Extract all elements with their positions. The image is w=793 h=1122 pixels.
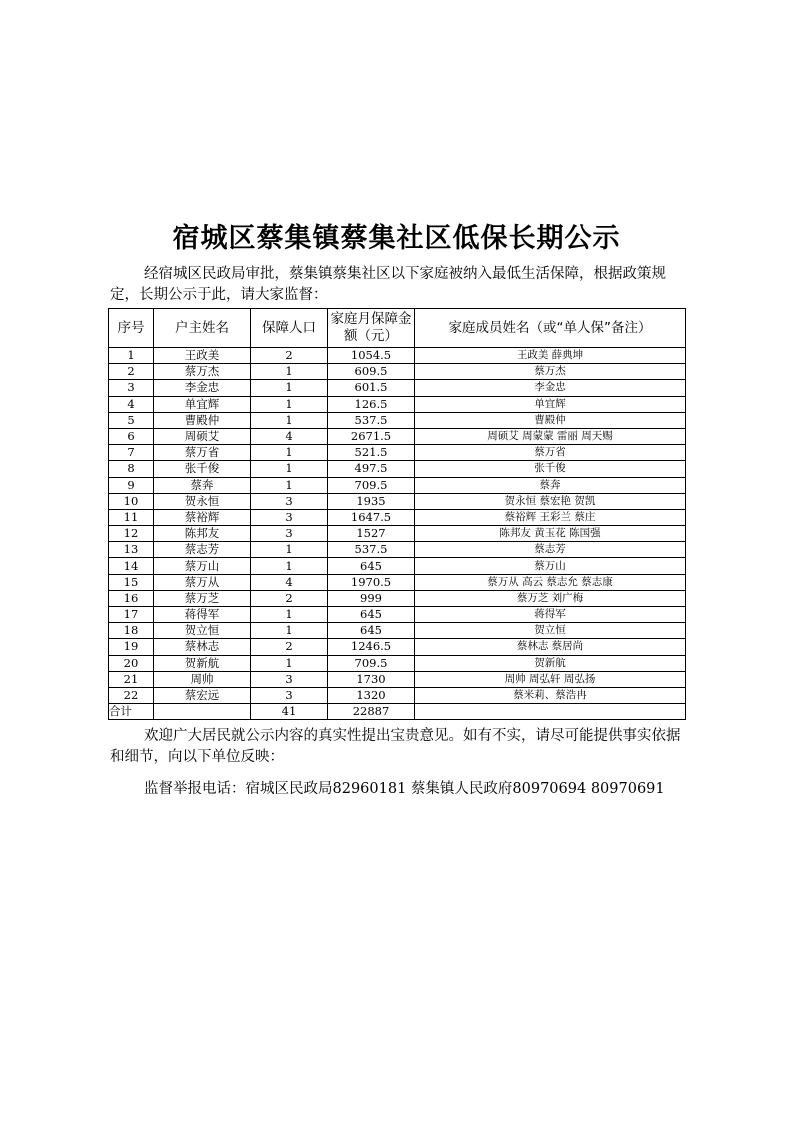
- cell-people: 1: [251, 412, 328, 428]
- table-row: [109, 445, 686, 461]
- cell-householder: 周硕艾: [154, 428, 251, 444]
- cell-people: 1: [251, 477, 328, 493]
- cell-people: 1: [251, 364, 328, 380]
- cell-householder: 蔡宏远: [154, 687, 251, 703]
- cell-people: 1: [251, 655, 328, 671]
- cell-householder: 李金忠: [154, 380, 251, 396]
- table-row: [109, 671, 686, 687]
- cell-householder: 蔡林志: [154, 639, 251, 655]
- cell-householder: 蔡万从: [154, 574, 251, 590]
- feedback-paragraph: 欢迎广大居民就公示内容的真实性提出宝贵意见。如有不实，请尽可能提供事实依据和细节，向以下单位反映：: [110, 728, 681, 765]
- cell-amount: 497.5: [328, 461, 415, 477]
- total-amount: 22887: [328, 704, 415, 720]
- header-members: 家庭成员姓名（或“单人保”备注）: [415, 309, 686, 348]
- table-row: [109, 461, 686, 477]
- page-title: 宿城区蔡集镇蔡集社区低保长期公示: [172, 223, 621, 254]
- cell-householder: 蒋得军: [154, 607, 251, 623]
- cell-householder: 蔡奔: [154, 477, 251, 493]
- cell-members: 蔡万山: [415, 558, 686, 574]
- cell-people: 1: [251, 461, 328, 477]
- table-row: [109, 412, 686, 428]
- cell-members: 陈邦友 黄玉花 陈国强: [415, 526, 686, 542]
- cell-amount: 601.5: [328, 380, 415, 396]
- cell-amount: 537.5: [328, 412, 415, 428]
- total-label: 合计: [109, 704, 154, 720]
- cell-index: 2: [109, 364, 154, 380]
- table-row: [109, 639, 686, 655]
- cell-people: 1: [251, 380, 328, 396]
- cell-amount: 1935: [328, 493, 415, 509]
- cell-amount: 1054.5: [328, 348, 415, 364]
- cell-index: 7: [109, 445, 154, 461]
- cell-members: 周帅 周弘轩 周弘扬: [415, 671, 686, 687]
- table-row: [109, 396, 686, 412]
- cell-householder: 贺新航: [154, 655, 251, 671]
- cell-index: 3: [109, 380, 154, 396]
- cell-members: 曹殿仲: [415, 412, 686, 428]
- cell-people: 3: [251, 493, 328, 509]
- cell-members: 贺永恒 蔡宏艳 贺凯: [415, 493, 686, 509]
- cell-people: 2: [251, 348, 328, 364]
- cell-householder: 蔡万芝: [154, 590, 251, 606]
- cell-members: 单宜辉: [415, 396, 686, 412]
- cell-people: 1: [251, 607, 328, 623]
- table-row: [109, 558, 686, 574]
- cell-householder: 蔡万杰: [154, 364, 251, 380]
- cell-amount: 709.5: [328, 477, 415, 493]
- table-row: [109, 493, 686, 509]
- table-row: [109, 542, 686, 558]
- cell-people: 3: [251, 526, 328, 542]
- cell-householder: 王政美: [154, 348, 251, 364]
- cell-people: 2: [251, 639, 328, 655]
- table-row: [109, 607, 686, 623]
- cell-householder: 陈邦友: [154, 526, 251, 542]
- cell-members: 蔡裕辉 王彩兰 蔡庄: [415, 509, 686, 525]
- cell-index: 10: [109, 493, 154, 509]
- table-row: [109, 348, 686, 364]
- cell-index: 5: [109, 412, 154, 428]
- cell-householder: 曹殿仲: [154, 412, 251, 428]
- cell-amount: 2671.5: [328, 428, 415, 444]
- table-row: [109, 526, 686, 542]
- cell-members: 周硕艾 周蒙蒙 雷丽 周天赐: [415, 428, 686, 444]
- cell-people: 1: [251, 445, 328, 461]
- cell-amount: 1730: [328, 671, 415, 687]
- cell-index: 13: [109, 542, 154, 558]
- cell-people: 1: [251, 396, 328, 412]
- cell-members: 蔡万从 高云 蔡志允 蔡志康: [415, 574, 686, 590]
- intro-paragraph: 经宿城区民政局审批，蔡集镇蔡集社区以下家庭被纳入最低生活保障，根据政策规定，长期公示于此，请大家监督：: [110, 266, 666, 303]
- total-people: 41: [251, 704, 328, 720]
- cell-members: 贺立恒: [415, 623, 686, 639]
- cell-members: 蔡奔: [415, 477, 686, 493]
- cell-index: 11: [109, 509, 154, 525]
- cell-householder: 蔡万山: [154, 558, 251, 574]
- cell-householder: 蔡志芳: [154, 542, 251, 558]
- cell-index: 9: [109, 477, 154, 493]
- cell-amount: 609.5: [328, 364, 415, 380]
- cell-members: 张千俊: [415, 461, 686, 477]
- table-row: [109, 574, 686, 590]
- cell-householder: 张千俊: [154, 461, 251, 477]
- table-row: [109, 590, 686, 606]
- cell-members: 蔡林志 蔡居尚: [415, 639, 686, 655]
- cell-people: 1: [251, 558, 328, 574]
- table-row: [109, 477, 686, 493]
- cell-members: 蒋得军: [415, 607, 686, 623]
- cell-members: 李金忠: [415, 380, 686, 396]
- cell-index: 20: [109, 655, 154, 671]
- table-row: [109, 428, 686, 444]
- cell-amount: 126.5: [328, 396, 415, 412]
- cell-members: 蔡米莉、蔡浩冉: [415, 687, 686, 703]
- cell-index: 12: [109, 526, 154, 542]
- cell-index: 14: [109, 558, 154, 574]
- cell-people: 4: [251, 574, 328, 590]
- table-row: [109, 687, 686, 703]
- cell-amount: 537.5: [328, 542, 415, 558]
- cell-amount: 1647.5: [328, 509, 415, 525]
- cell-people: 1: [251, 623, 328, 639]
- cell-householder: 蔡裕辉: [154, 509, 251, 525]
- cell-people: 4: [251, 428, 328, 444]
- cell-index: 15: [109, 574, 154, 590]
- subsistence-table: [108, 308, 686, 720]
- header-people: 保障人口: [251, 309, 328, 348]
- cell-amount: 1970.5: [328, 574, 415, 590]
- contact-line: 监督举报电话：宿城区民政局82960181 蔡集镇人民政府80970694 80970691: [144, 781, 665, 797]
- cell-amount: 645: [328, 558, 415, 574]
- cell-amount: 521.5: [328, 445, 415, 461]
- table-row: [109, 623, 686, 639]
- header-amount: 家庭月保障金额（元）: [328, 309, 415, 348]
- cell-index: 1: [109, 348, 154, 364]
- cell-members: 王政美 薛典坤: [415, 348, 686, 364]
- cell-index: 6: [109, 428, 154, 444]
- cell-householder: 单宜辉: [154, 396, 251, 412]
- cell-index: 21: [109, 671, 154, 687]
- cell-index: 17: [109, 607, 154, 623]
- cell-amount: 645: [328, 607, 415, 623]
- cell-members: 贺新航: [415, 655, 686, 671]
- table-row: [109, 655, 686, 671]
- cell-householder: 贺永恒: [154, 493, 251, 509]
- header-householder: 户主姓名: [154, 309, 251, 348]
- header-index: 序号: [109, 309, 154, 348]
- table-total-row: [109, 704, 686, 720]
- cell-amount: 709.5: [328, 655, 415, 671]
- cell-amount: 999: [328, 590, 415, 606]
- total-empty-cell: [154, 704, 251, 720]
- cell-members: 蔡万省: [415, 445, 686, 461]
- cell-householder: 蔡万省: [154, 445, 251, 461]
- cell-people: 2: [251, 590, 328, 606]
- cell-members: 蔡万杰: [415, 364, 686, 380]
- cell-index: 16: [109, 590, 154, 606]
- table-row: [109, 380, 686, 396]
- cell-index: 4: [109, 396, 154, 412]
- table-row: [109, 509, 686, 525]
- cell-householder: 贺立恒: [154, 623, 251, 639]
- cell-index: 8: [109, 461, 154, 477]
- cell-people: 3: [251, 671, 328, 687]
- cell-amount: 645: [328, 623, 415, 639]
- cell-members: 蔡志芳: [415, 542, 686, 558]
- table-row: [109, 364, 686, 380]
- cell-amount: 1246.5: [328, 639, 415, 655]
- table-header-row: [109, 309, 686, 348]
- cell-people: 3: [251, 687, 328, 703]
- cell-index: 19: [109, 639, 154, 655]
- table-body: [109, 348, 686, 704]
- total-empty-cell: [415, 704, 686, 720]
- cell-householder: 周帅: [154, 671, 251, 687]
- cell-amount: 1320: [328, 687, 415, 703]
- cell-people: 1: [251, 542, 328, 558]
- cell-members: 蔡万芝 刘广梅: [415, 590, 686, 606]
- cell-amount: 1527: [328, 526, 415, 542]
- cell-people: 3: [251, 509, 328, 525]
- cell-index: 18: [109, 623, 154, 639]
- cell-index: 22: [109, 687, 154, 703]
